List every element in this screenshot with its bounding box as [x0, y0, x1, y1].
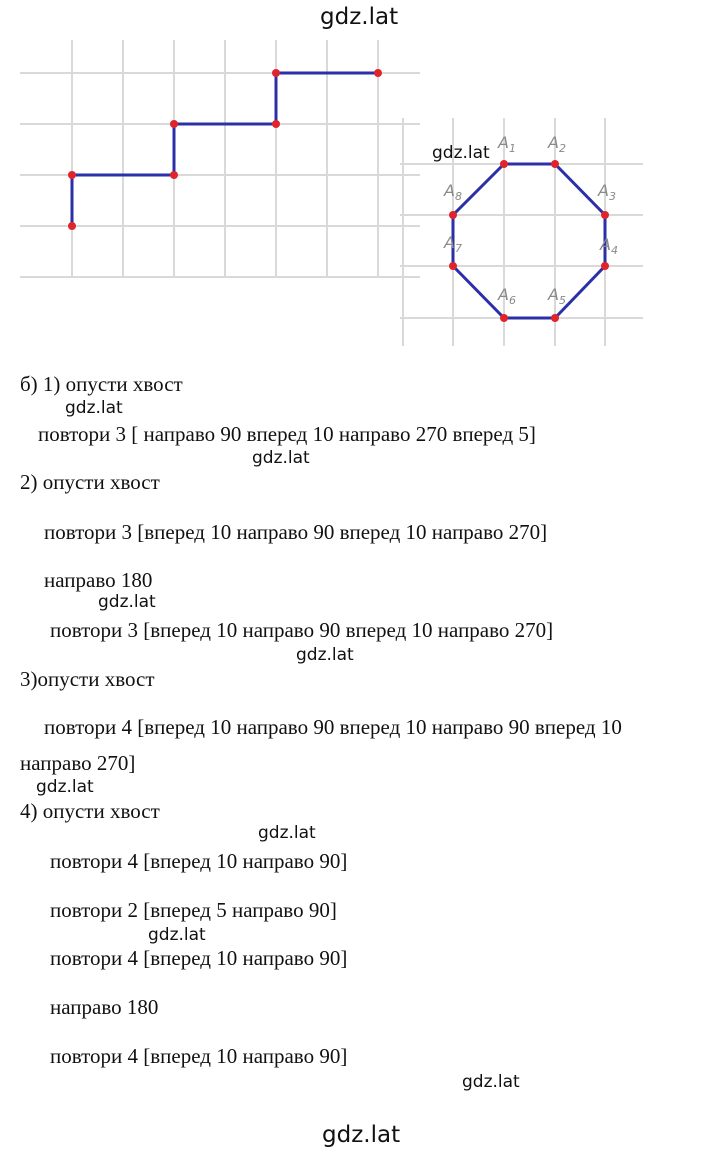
vertex-label-a6: $A_6$: [498, 285, 516, 307]
watermark-8: gdz.lat: [462, 1072, 520, 1092]
vertex-label-a5: $A_5$: [548, 285, 566, 307]
octagon-shape: [453, 164, 605, 318]
watermark-2: gdz.lat: [252, 448, 310, 468]
watermark-6: gdz.lat: [258, 823, 316, 843]
text-line-3: 2) опусти хвост: [20, 470, 160, 494]
text-line-2: повтори 3 [ направо 90 вперед 10 направо 270 вперед 5]: [38, 422, 536, 446]
text-line-7: 3)опусти хвост: [20, 667, 155, 691]
watermark-octagon: gdz.lat: [432, 143, 490, 163]
vertex-label-a7: $A_7$: [444, 233, 462, 255]
watermark-top: gdz.lat: [320, 4, 399, 30]
vertex-label-a1: $A_1$: [498, 133, 516, 155]
text-line-10: 4) опусти хвост: [20, 799, 160, 823]
text-line-12: повтори 2 [вперед 5 направо 90]: [50, 898, 337, 922]
watermark-bottom: gdz.lat: [322, 1122, 401, 1148]
text-line-4: повтори 3 [вперед 10 направо 90 вперед 10 направо 270]: [44, 520, 548, 544]
vertex-label-a8: $A_8$: [444, 181, 462, 203]
text-line-11: повтори 4 [вперед 10 направо 90]: [50, 849, 348, 873]
octagon-points: [449, 160, 609, 322]
text-line-6: повтори 3 [вперед 10 направо 90 вперед 10 направо 270]: [50, 618, 554, 642]
text-line-13: повтори 4 [вперед 10 направо 90]: [50, 946, 348, 970]
text-line-15: повтори 4 [вперед 10 направо 90]: [50, 1044, 348, 1068]
staircase-figure: [20, 40, 430, 280]
watermark-3: gdz.lat: [98, 592, 156, 612]
vertex-label-a2: $A_2$: [548, 133, 566, 155]
watermark-5: gdz.lat: [36, 777, 94, 797]
vertex-label-a3: $A_3$: [598, 181, 616, 203]
watermark-7: gdz.lat: [148, 925, 206, 945]
text-line-9: направо 270]: [20, 751, 136, 775]
text-line-8: повтори 4 [вперед 10 направо 90 вперед 10 направо 90 вперед 10: [44, 715, 622, 739]
text-line-14: направо 180: [50, 995, 159, 1019]
text-line-1: б) 1) опусти хвост: [20, 372, 183, 396]
text-line-5: направо 180: [44, 568, 153, 592]
staircase-grid: [20, 40, 420, 277]
watermark-4: gdz.lat: [296, 645, 354, 665]
watermark-1: gdz.lat: [65, 398, 123, 418]
vertex-label-a4: $A_4$: [600, 235, 618, 257]
